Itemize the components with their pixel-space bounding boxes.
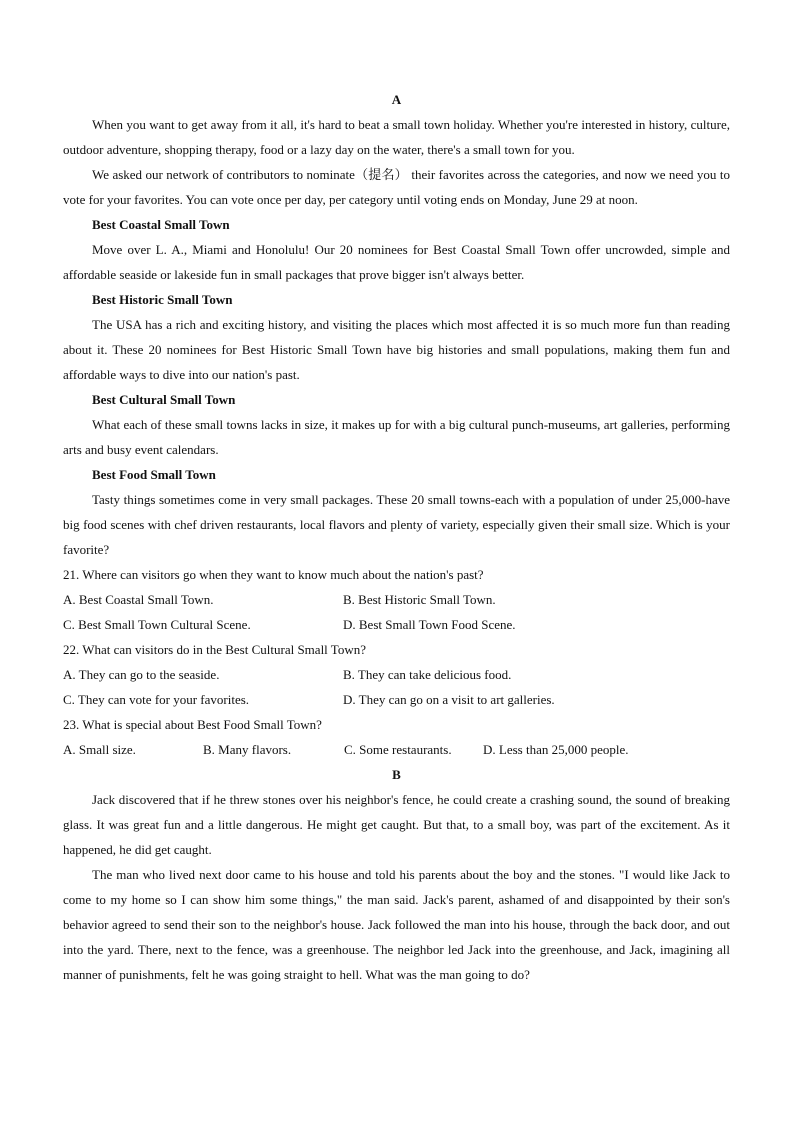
question-stem: 22. What can visitors do in the Best Cultural Small Town?: [63, 642, 366, 657]
option-d: D. Less than 25,000 people.: [483, 742, 629, 757]
option-c: C. Some restaurants.: [344, 742, 452, 757]
option-b: B. Many flavors.: [203, 742, 292, 757]
options-row: [63, 662, 730, 687]
option-d: D. They can go on a visit to art galleries.: [343, 692, 555, 707]
option-b: B. They can take delicious food.: [343, 667, 512, 682]
options-row: [63, 612, 730, 637]
story-paragraph: Jack discovered that if he threw stones over his neighbor's fence, he could create a crashing sound, the sound of breaking glass. It was great fun and a little dangerous. He might get caught. But that, to a small boy, was part of the excitement. As it happened, he did get caught.: [63, 792, 730, 857]
category-text-cultural: What each of these small towns lacks in size, it makes up for with a big cultural punch-museums, art galleries, performing arts and busy event calendars.: [63, 417, 730, 457]
question-stem: 23. What is special about Best Food Small Town?: [63, 717, 322, 732]
section-b-title: B: [392, 767, 401, 782]
question-22: [63, 637, 730, 712]
section-a-title: A: [391, 92, 402, 107]
option-a: A. Small size.: [63, 742, 136, 757]
options-row: [63, 687, 730, 712]
question-stem: 21. Where can visitors go when they want to know much about the nation's past?: [63, 567, 484, 582]
document-page: [63, 87, 730, 987]
option-a: A. They can go to the seaside.: [63, 667, 220, 682]
option-c: C. They can vote for your favorites.: [63, 692, 250, 707]
question-21: [63, 562, 730, 637]
category-heading-historic: Best Historic Small Town: [92, 292, 233, 307]
option-a: A. Best Coastal Small Town.: [63, 592, 214, 607]
category-text-coastal: Move over L. A., Miami and Honolulu! Our 20 nominees for Best Coastal Small Town offer uncrowded, simple and affordable seaside or lakeside fun in small packages that prove bigger isn't always better.: [63, 242, 730, 282]
options-row: [63, 737, 730, 762]
category-heading-coastal: Best Coastal Small Town: [92, 217, 230, 232]
category-heading-food: Best Food Small Town: [92, 467, 216, 482]
option-d: D. Best Small Town Food Scene.: [343, 617, 516, 632]
option-b: B. Best Historic Small Town.: [343, 592, 496, 607]
option-c: C. Best Small Town Cultural Scene.: [63, 617, 251, 632]
intro-paragraph: We asked our network of contributors to nominate（提名） their favorites across the categories, and now we need you to vote for your favorites. You can vote once per day, per category until voting ends on Monday, June 29 at noon.: [63, 167, 730, 207]
intro-paragraph: When you want to get away from it all, it's hard to beat a small town holiday. Whether you're interested in history, culture, outdoor adventure, shopping therapy, food or a lazy day on the water, there's a small town for you.: [63, 117, 730, 157]
category-text-historic: The USA has a rich and exciting history, and visiting the places which most affected it is so much more fun than reading about it. These 20 nominees for Best Historic Small Town have big histories and small populations, making them fun and affordable ways to dive into our nation's past.: [63, 317, 730, 382]
options-row: [63, 587, 730, 612]
category-heading-cultural: Best Cultural Small Town: [92, 392, 236, 407]
story-paragraph: The man who lived next door came to his house and told his parents about the boy and the stones. "I would like Jack to come to my home so I can show him some things," the man said. Jack's parent, ashamed of and disappointed by their son's behavior agreed to send their son to the neighbor's house. Jack followed the man into his house, through the back door, and out into the yard. There, next to the fence, was a greenhouse. The neighbor led Jack into the greenhouse, and Jack, imagining all manner of punishments, felt he was going straight to hell. What was the man going to do?: [63, 867, 730, 982]
category-text-food: Tasty things sometimes come in very small packages. These 20 small towns-each with a population of under 25,000-have big food scenes with chef driven restaurants, local flavors and plenty of variety, especially given their small size. Which is your favorite?: [63, 492, 730, 557]
question-23: [63, 712, 730, 762]
